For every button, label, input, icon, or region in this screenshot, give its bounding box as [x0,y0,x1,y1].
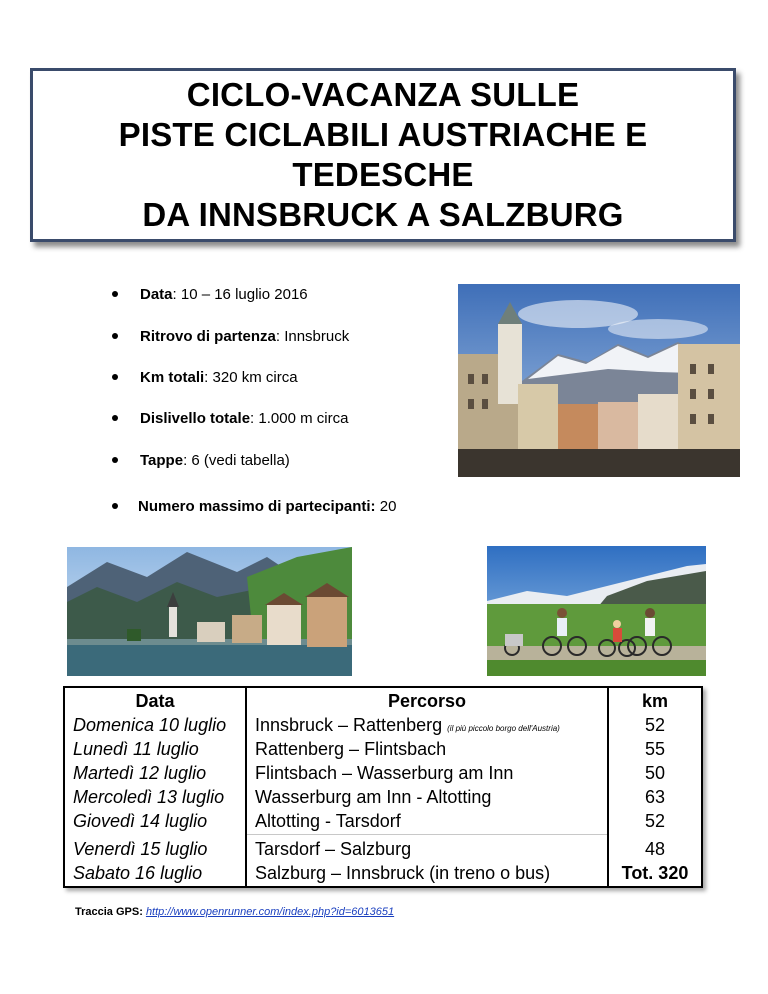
bullet-icon [112,374,118,380]
bullet-icon [112,291,118,297]
header-route: Percorso [387,691,467,711]
column-route [247,688,609,886]
title-line-1: CICLO-VACANZA SULLE [186,76,580,113]
table-cell-date: Sabato 16 luglio [73,863,203,883]
title-line-3: DA INNSBRUCK A SALZBURG [142,196,624,233]
info-label: Km totali [140,369,205,386]
table-cell-km: 48 [644,839,666,859]
gps-track [75,906,394,918]
info-value: : 6 (vedi tabella) [183,452,290,469]
table-cell-route: Rattenberg – Flintsbach [255,739,447,759]
table-cell-route: Altotting - Tarsdorf [255,811,401,831]
table-cell-km: 52 [644,715,666,735]
photo-cyclists [487,546,706,676]
info-value: : 320 km circa [204,369,298,386]
table-cell-route [255,715,560,736]
bullet-icon [112,415,118,421]
table-cell-route: Salzburg – Innsbruck (in treno o bus) [255,863,551,883]
table-cell-km: 63 [644,787,666,807]
gps-label: Traccia GPS: [75,906,143,918]
stages-table [63,686,703,888]
bullet-icon [112,457,118,463]
table-cell-km-total: Tot. 320 [621,863,689,883]
table-cell-date: Domenica 10 luglio [73,715,227,735]
info-label: Tappe [140,452,184,469]
info-value: : 10 – 16 luglio 2016 [172,286,308,303]
table-cell-km: 55 [644,739,666,759]
title-line-2: PISTE CICLABILI AUSTRIACHE E TEDESCHE [118,116,648,193]
column-date [65,688,247,886]
gps-link[interactable]: http://www.openrunner.com/index.php?id=6013651 [145,906,395,918]
info-value: 20 [375,498,397,515]
table-cell-route: Flintsbach – Wasserburg am Inn [255,763,514,783]
bullet-icon [112,333,118,339]
info-label: Dislivello totale [140,410,251,427]
table-cell-route: Wasserburg am Inn - Altotting [255,787,492,807]
title-box [30,68,736,242]
photo-hallstatt [67,547,352,676]
table-cell-km: 50 [644,763,666,783]
table-cell-date: Lunedì 11 luglio [73,739,199,759]
table-cell-route: Tarsdorf – Salzburg [255,839,412,859]
table-cell-date: Giovedì 14 luglio [73,811,208,831]
column-km [609,688,701,886]
row-divider [247,834,607,835]
header-km: km [641,691,668,711]
info-label: Ritrovo di partenza [140,328,276,345]
table-cell-km: 52 [644,811,666,831]
info-value: : 1.000 m circa [250,410,349,427]
route-note: (il più piccolo borgo dell'Austria) [447,724,560,733]
table-cell-date: Mercoledì 13 luglio [73,787,225,807]
table-cell-date: Venerdì 15 luglio [73,839,208,859]
bullet-icon [112,503,118,509]
info-label: Numero massimo di partecipanti: [138,498,376,515]
info-value: : Innsbruck [275,328,350,345]
route-text: Innsbruck – Rattenberg [255,715,443,735]
info-label: Data [140,286,173,303]
header-date: Data [135,691,175,711]
photo-innsbruck [458,284,740,477]
table-cell-date: Martedì 12 luglio [73,763,207,783]
